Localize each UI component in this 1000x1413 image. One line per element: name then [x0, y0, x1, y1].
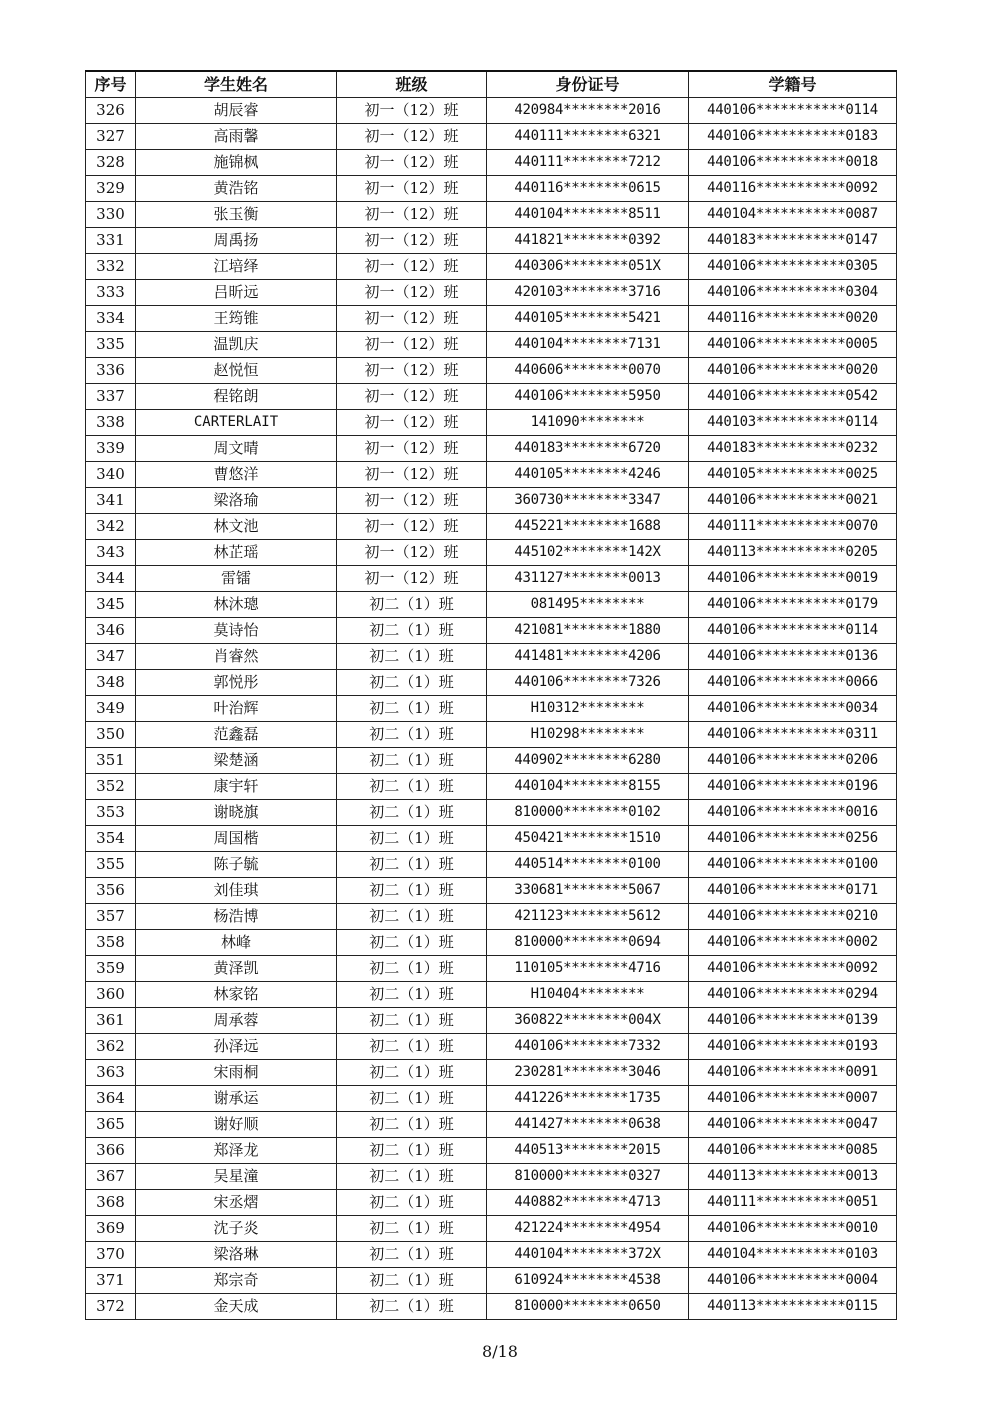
id-number-cell: 440104********8511	[487, 202, 689, 228]
id-number-cell: 420103********3716	[487, 280, 689, 306]
name-cell: 施锦枫	[136, 150, 337, 176]
name-cell: 林家铭	[136, 982, 337, 1008]
id-number-cell: 445221********1688	[487, 514, 689, 540]
table-row	[86, 1034, 897, 1060]
table-row	[86, 176, 897, 202]
table-row	[86, 670, 897, 696]
seq-cell: 364	[86, 1086, 136, 1112]
class-cell: 初二（1）班	[337, 826, 487, 852]
registration-cell: 440106***********0066	[689, 670, 897, 696]
table-row	[86, 774, 897, 800]
registration-cell: 440106***********0019	[689, 566, 897, 592]
seq-cell: 372	[86, 1294, 136, 1320]
registration-cell: 440106***********0304	[689, 280, 897, 306]
name-cell: 康宇轩	[136, 774, 337, 800]
name-cell: 莫诗怡	[136, 618, 337, 644]
id-number-cell: 141090********	[487, 410, 689, 436]
table-row	[86, 930, 897, 956]
id-number-cell: 441427********0638	[487, 1112, 689, 1138]
registration-cell: 440106***********0005	[689, 332, 897, 358]
table-row	[86, 1086, 897, 1112]
class-cell: 初二（1）班	[337, 748, 487, 774]
table-row	[86, 254, 897, 280]
class-cell: 初二（1）班	[337, 956, 487, 982]
registration-cell: 440106***********0034	[689, 696, 897, 722]
registration-cell: 440111***********0051	[689, 1190, 897, 1216]
seq-cell: 352	[86, 774, 136, 800]
registration-cell: 440106***********0047	[689, 1112, 897, 1138]
id-number-cell: 440105********5421	[487, 306, 689, 332]
table-row	[86, 1138, 897, 1164]
name-cell: 吴星潼	[136, 1164, 337, 1190]
table-row	[86, 1268, 897, 1294]
table-row	[86, 800, 897, 826]
registration-cell: 440106***********0092	[689, 956, 897, 982]
id-number-cell: 440513********2015	[487, 1138, 689, 1164]
id-number-cell: 440116********0615	[487, 176, 689, 202]
id-number-cell: 420984********2016	[487, 98, 689, 124]
name-cell: 雷镭	[136, 566, 337, 592]
table-row	[86, 98, 897, 124]
class-cell: 初一（12）班	[337, 280, 487, 306]
id-number-cell: 440104********8155	[487, 774, 689, 800]
class-cell: 初二（1）班	[337, 1242, 487, 1268]
name-cell: 肖睿然	[136, 644, 337, 670]
class-cell: 初一（12）班	[337, 436, 487, 462]
registration-cell: 440106***********0091	[689, 1060, 897, 1086]
registration-cell: 440103***********0114	[689, 410, 897, 436]
table-row	[86, 1216, 897, 1242]
name-cell: 胡辰睿	[136, 98, 337, 124]
class-cell: 初一（12）班	[337, 410, 487, 436]
registration-cell: 440106***********0004	[689, 1268, 897, 1294]
id-number-cell: 810000********0694	[487, 930, 689, 956]
registration-cell: 440105***********0025	[689, 462, 897, 488]
registration-cell: 440106***********0136	[689, 644, 897, 670]
name-cell: 张玉衡	[136, 202, 337, 228]
class-cell: 初二（1）班	[337, 1294, 487, 1320]
seq-cell: 335	[86, 332, 136, 358]
registration-cell: 440106***********0256	[689, 826, 897, 852]
id-number-cell: 440514********0100	[487, 852, 689, 878]
name-cell: 周国楷	[136, 826, 337, 852]
registration-cell: 440106***********0193	[689, 1034, 897, 1060]
name-cell: 郑宗奇	[136, 1268, 337, 1294]
class-cell: 初二（1）班	[337, 1138, 487, 1164]
registration-cell: 440106***********0183	[689, 124, 897, 150]
name-cell: 金天成	[136, 1294, 337, 1320]
name-cell: 宋丞熠	[136, 1190, 337, 1216]
id-number-cell: 441821********0392	[487, 228, 689, 254]
table-body	[86, 98, 897, 1320]
class-cell: 初二（1）班	[337, 1086, 487, 1112]
registration-cell: 440106***********0171	[689, 878, 897, 904]
name-cell: 林沐璁	[136, 592, 337, 618]
class-cell: 初一（12）班	[337, 566, 487, 592]
registration-cell: 440113***********0205	[689, 540, 897, 566]
registration-cell: 440104***********0103	[689, 1242, 897, 1268]
class-cell: 初二（1）班	[337, 878, 487, 904]
class-cell: 初二（1）班	[337, 800, 487, 826]
table-row	[86, 878, 897, 904]
id-number-cell: 810000********0102	[487, 800, 689, 826]
name-cell: 杨浩博	[136, 904, 337, 930]
registration-cell: 440106***********0085	[689, 1138, 897, 1164]
table-row	[86, 410, 897, 436]
seq-cell: 337	[86, 384, 136, 410]
table-row	[86, 722, 897, 748]
class-cell: 初一（12）班	[337, 254, 487, 280]
registration-cell: 440106***********0100	[689, 852, 897, 878]
name-cell: 王筠锥	[136, 306, 337, 332]
seq-cell: 358	[86, 930, 136, 956]
id-number-cell: H10298********	[487, 722, 689, 748]
table-row	[86, 462, 897, 488]
seq-cell: 333	[86, 280, 136, 306]
seq-cell: 344	[86, 566, 136, 592]
class-cell: 初二（1）班	[337, 930, 487, 956]
name-cell: 曹悠洋	[136, 462, 337, 488]
table-row	[86, 124, 897, 150]
seq-cell: 348	[86, 670, 136, 696]
class-cell: 初二（1）班	[337, 1060, 487, 1086]
seq-cell: 370	[86, 1242, 136, 1268]
seq-cell: 353	[86, 800, 136, 826]
page-number: 8/18	[482, 1342, 518, 1361]
class-cell: 初二（1）班	[337, 1190, 487, 1216]
id-number-cell: 421224********4954	[487, 1216, 689, 1242]
table-row	[86, 150, 897, 176]
class-cell: 初一（12）班	[337, 332, 487, 358]
seq-cell: 329	[86, 176, 136, 202]
id-number-cell: 431127********0013	[487, 566, 689, 592]
id-number-cell: 440111********7212	[487, 150, 689, 176]
registration-cell: 440104***********0087	[689, 202, 897, 228]
table-row	[86, 618, 897, 644]
name-cell: 孙泽远	[136, 1034, 337, 1060]
name-cell: 周文晴	[136, 436, 337, 462]
registration-cell: 440106***********0021	[689, 488, 897, 514]
class-cell: 初一（12）班	[337, 124, 487, 150]
table-row	[86, 852, 897, 878]
seq-cell: 371	[86, 1268, 136, 1294]
class-cell: 初二（1）班	[337, 722, 487, 748]
class-cell: 初一（12）班	[337, 384, 487, 410]
table-row	[86, 228, 897, 254]
class-cell: 初一（12）班	[337, 358, 487, 384]
class-cell: 初一（12）班	[337, 150, 487, 176]
id-number-cell: 440606********0070	[487, 358, 689, 384]
id-number-cell: 360730********3347	[487, 488, 689, 514]
table-row	[86, 436, 897, 462]
registration-cell: 440106***********0007	[689, 1086, 897, 1112]
id-number-cell: 440183********6720	[487, 436, 689, 462]
name-cell: 梁洛瑜	[136, 488, 337, 514]
name-cell: 周禹扬	[136, 228, 337, 254]
table-row	[86, 956, 897, 982]
name-cell: 江培绎	[136, 254, 337, 280]
table-row	[86, 306, 897, 332]
seq-cell: 340	[86, 462, 136, 488]
table-row	[86, 826, 897, 852]
name-cell: 黄浩铭	[136, 176, 337, 202]
seq-cell: 351	[86, 748, 136, 774]
seq-cell: 360	[86, 982, 136, 1008]
id-number-cell: 440106********7326	[487, 670, 689, 696]
header-name: 学生姓名	[136, 71, 337, 98]
seq-cell: 342	[86, 514, 136, 540]
seq-cell: 334	[86, 306, 136, 332]
class-cell: 初二（1）班	[337, 852, 487, 878]
seq-cell: 361	[86, 1008, 136, 1034]
id-number-cell: 440111********6321	[487, 124, 689, 150]
id-number-cell: 230281********3046	[487, 1060, 689, 1086]
table-row	[86, 1112, 897, 1138]
id-number-cell: 440106********5950	[487, 384, 689, 410]
class-cell: 初一（12）班	[337, 176, 487, 202]
class-cell: 初二（1）班	[337, 1112, 487, 1138]
seq-cell: 338	[86, 410, 136, 436]
seq-cell: 355	[86, 852, 136, 878]
id-number-cell: 440105********4246	[487, 462, 689, 488]
id-number-cell: 081495********	[487, 592, 689, 618]
registration-cell: 440106***********0020	[689, 358, 897, 384]
table-row	[86, 358, 897, 384]
seq-cell: 328	[86, 150, 136, 176]
seq-cell: 332	[86, 254, 136, 280]
id-number-cell: 440306********051X	[487, 254, 689, 280]
table-row	[86, 748, 897, 774]
id-number-cell: 810000********0650	[487, 1294, 689, 1320]
class-cell: 初二（1）班	[337, 1034, 487, 1060]
class-cell: 初一（12）班	[337, 514, 487, 540]
class-cell: 初二（1）班	[337, 1216, 487, 1242]
seq-cell: 366	[86, 1138, 136, 1164]
student-table	[85, 70, 897, 1320]
table-row	[86, 514, 897, 540]
class-cell: 初二（1）班	[337, 618, 487, 644]
name-cell: 梁洛琳	[136, 1242, 337, 1268]
table-row	[86, 332, 897, 358]
class-cell: 初二（1）班	[337, 1008, 487, 1034]
name-cell: 程铭朗	[136, 384, 337, 410]
seq-cell: 326	[86, 98, 136, 124]
registration-cell: 440116***********0092	[689, 176, 897, 202]
registration-cell: 440183***********0232	[689, 436, 897, 462]
id-number-cell: 440104********372X	[487, 1242, 689, 1268]
registration-cell: 440106***********0179	[689, 592, 897, 618]
header-seq: 序号	[86, 71, 136, 98]
table-row	[86, 280, 897, 306]
table-row	[86, 202, 897, 228]
registration-cell: 440106***********0542	[689, 384, 897, 410]
id-number-cell: 450421********1510	[487, 826, 689, 852]
table-row	[86, 696, 897, 722]
seq-cell: 327	[86, 124, 136, 150]
seq-cell: 345	[86, 592, 136, 618]
id-number-cell: 360822********004X	[487, 1008, 689, 1034]
id-number-cell: 440104********7131	[487, 332, 689, 358]
registration-cell: 440106***********0114	[689, 98, 897, 124]
seq-cell: 359	[86, 956, 136, 982]
class-cell: 初二（1）班	[337, 670, 487, 696]
class-cell: 初一（12）班	[337, 228, 487, 254]
registration-cell: 440106***********0305	[689, 254, 897, 280]
table-row	[86, 1242, 897, 1268]
class-cell: 初二（1）班	[337, 592, 487, 618]
table-row	[86, 488, 897, 514]
table-row	[86, 592, 897, 618]
seq-cell: 331	[86, 228, 136, 254]
name-cell: 叶治辉	[136, 696, 337, 722]
registration-cell: 440106***********0210	[689, 904, 897, 930]
name-cell: 高雨馨	[136, 124, 337, 150]
registration-cell: 440106***********0010	[689, 1216, 897, 1242]
id-number-cell: H10404********	[487, 982, 689, 1008]
id-number-cell: 421081********1880	[487, 618, 689, 644]
table-row	[86, 982, 897, 1008]
registration-cell: 440106***********0206	[689, 748, 897, 774]
seq-cell: 367	[86, 1164, 136, 1190]
seq-cell: 349	[86, 696, 136, 722]
registration-cell: 440113***********0013	[689, 1164, 897, 1190]
name-cell: 赵悦恒	[136, 358, 337, 384]
registration-cell: 440106***********0016	[689, 800, 897, 826]
name-cell: 范鑫磊	[136, 722, 337, 748]
name-cell: 温凯庆	[136, 332, 337, 358]
class-cell: 初二（1）班	[337, 774, 487, 800]
registration-cell: 440111***********0070	[689, 514, 897, 540]
class-cell: 初一（12）班	[337, 202, 487, 228]
registration-cell: 440116***********0020	[689, 306, 897, 332]
class-cell: 初二（1）班	[337, 1164, 487, 1190]
id-number-cell: 810000********0327	[487, 1164, 689, 1190]
name-cell: 谢好顺	[136, 1112, 337, 1138]
id-number-cell: H10312********	[487, 696, 689, 722]
name-cell: 沈子炎	[136, 1216, 337, 1242]
table-header-row	[86, 71, 897, 98]
seq-cell: 362	[86, 1034, 136, 1060]
id-number-cell: 421123********5612	[487, 904, 689, 930]
class-cell: 初二（1）班	[337, 1268, 487, 1294]
class-cell: 初二（1）班	[337, 644, 487, 670]
id-number-cell: 610924********4538	[487, 1268, 689, 1294]
seq-cell: 369	[86, 1216, 136, 1242]
table-row	[86, 540, 897, 566]
class-cell: 初二（1）班	[337, 696, 487, 722]
table-row	[86, 644, 897, 670]
header-student-registration: 学籍号	[689, 71, 897, 98]
registration-cell: 440113***********0115	[689, 1294, 897, 1320]
id-number-cell: 330681********5067	[487, 878, 689, 904]
table-row	[86, 1008, 897, 1034]
registration-cell: 440106***********0018	[689, 150, 897, 176]
seq-cell: 343	[86, 540, 136, 566]
name-cell: 谢晓旗	[136, 800, 337, 826]
name-cell: 周承蓉	[136, 1008, 337, 1034]
seq-cell: 347	[86, 644, 136, 670]
table-row	[86, 1164, 897, 1190]
seq-cell: 356	[86, 878, 136, 904]
table-row	[86, 1294, 897, 1320]
id-number-cell: 110105********4716	[487, 956, 689, 982]
name-cell: 郭悦彤	[136, 670, 337, 696]
registration-cell: 440106***********0294	[689, 982, 897, 1008]
class-cell: 初一（12）班	[337, 488, 487, 514]
name-cell: 宋雨桐	[136, 1060, 337, 1086]
class-cell: 初二（1）班	[337, 982, 487, 1008]
header-id-number: 身份证号	[487, 71, 689, 98]
header-class: 班级	[337, 71, 487, 98]
seq-cell: 363	[86, 1060, 136, 1086]
registration-cell: 440106***********0311	[689, 722, 897, 748]
class-cell: 初一（12）班	[337, 540, 487, 566]
table-row	[86, 904, 897, 930]
name-cell: 吕昕远	[136, 280, 337, 306]
table-row	[86, 384, 897, 410]
name-cell: 林峰	[136, 930, 337, 956]
class-cell: 初一（12）班	[337, 462, 487, 488]
seq-cell: 354	[86, 826, 136, 852]
name-cell: 梁楚涵	[136, 748, 337, 774]
name-cell: 谢承运	[136, 1086, 337, 1112]
registration-cell: 440106***********0139	[689, 1008, 897, 1034]
seq-cell: 357	[86, 904, 136, 930]
id-number-cell: 445102********142X	[487, 540, 689, 566]
name-cell: CARTERLAIT	[136, 410, 337, 436]
name-cell: 陈子毓	[136, 852, 337, 878]
name-cell: 林文池	[136, 514, 337, 540]
seq-cell: 336	[86, 358, 136, 384]
seq-cell: 368	[86, 1190, 136, 1216]
class-cell: 初一（12）班	[337, 98, 487, 124]
seq-cell: 346	[86, 618, 136, 644]
seq-cell: 339	[86, 436, 136, 462]
id-number-cell: 440882********4713	[487, 1190, 689, 1216]
id-number-cell: 440106********7332	[487, 1034, 689, 1060]
seq-cell: 330	[86, 202, 136, 228]
name-cell: 林芷瑶	[136, 540, 337, 566]
registration-cell: 440106***********0196	[689, 774, 897, 800]
name-cell: 刘佳琪	[136, 878, 337, 904]
table-row	[86, 566, 897, 592]
seq-cell: 350	[86, 722, 136, 748]
name-cell: 黄泽凯	[136, 956, 337, 982]
id-number-cell: 441226********1735	[487, 1086, 689, 1112]
seq-cell: 365	[86, 1112, 136, 1138]
seq-cell: 341	[86, 488, 136, 514]
class-cell: 初二（1）班	[337, 904, 487, 930]
name-cell: 郑泽龙	[136, 1138, 337, 1164]
class-cell: 初一（12）班	[337, 306, 487, 332]
id-number-cell: 440902********6280	[487, 748, 689, 774]
id-number-cell: 441481********4206	[487, 644, 689, 670]
table-row	[86, 1060, 897, 1086]
registration-cell: 440106***********0002	[689, 930, 897, 956]
table-row	[86, 1190, 897, 1216]
registration-cell: 440183***********0147	[689, 228, 897, 254]
registration-cell: 440106***********0114	[689, 618, 897, 644]
